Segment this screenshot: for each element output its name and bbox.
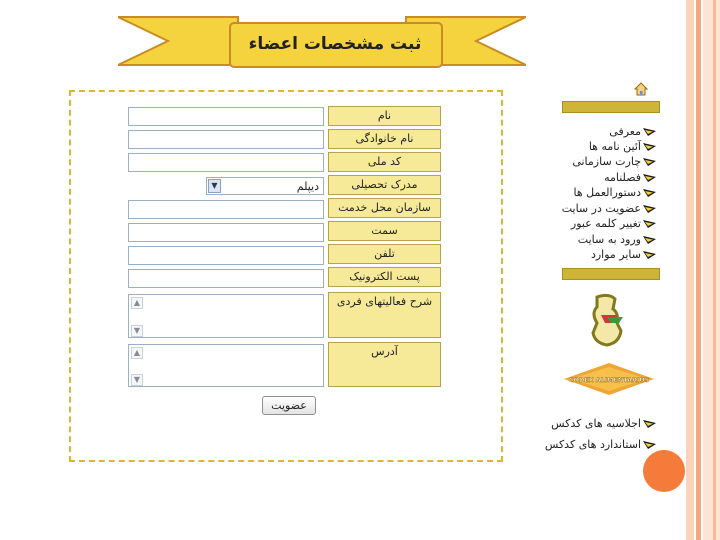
decorative-stripe <box>686 0 694 540</box>
phone-input[interactable] <box>128 246 324 265</box>
label-organization: سازمان محل خدمت <box>328 198 441 218</box>
link-label: اجلاسیه های کدکس <box>551 417 641 430</box>
link-codex-standards[interactable] <box>545 438 656 451</box>
home-icon[interactable] <box>634 82 648 96</box>
arrow-icon <box>643 236 656 244</box>
sidebar-item-about[interactable] <box>609 125 656 138</box>
sidebar-item-label: معرفی <box>609 125 641 138</box>
link-label: استاندارد های کدکس <box>544 438 641 451</box>
scroll-down-icon[interactable]: ▼ <box>131 374 143 386</box>
first-name-input[interactable] <box>128 107 324 126</box>
sidebar-divider <box>562 101 660 113</box>
decorative-circle <box>643 450 685 492</box>
arrow-icon <box>643 420 656 428</box>
activities-textarea[interactable] <box>128 294 324 338</box>
address-textarea[interactable] <box>128 344 324 387</box>
national-code-input[interactable] <box>128 153 324 172</box>
sidebar-item-guidelines[interactable] <box>574 186 656 199</box>
arrow-icon <box>643 205 656 213</box>
codex-logo[interactable] <box>563 362 655 396</box>
sidebar-item-change-password[interactable] <box>571 217 656 230</box>
decorative-stripe <box>713 0 716 540</box>
label-first-name: نام <box>328 106 441 126</box>
label-address: آدرس <box>328 342 441 387</box>
education-select-value: دیپلم <box>296 180 319 193</box>
arrow-icon <box>643 189 656 197</box>
last-name-input[interactable] <box>128 130 324 149</box>
sidebar-item-label: فصلنامه <box>604 171 641 184</box>
decorative-stripe <box>703 0 720 540</box>
education-select[interactable] <box>206 177 324 195</box>
scroll-up-icon[interactable]: ▲ <box>131 347 143 359</box>
submit-membership-button[interactable]: عضویت <box>262 396 316 415</box>
scroll-down-icon[interactable]: ▼ <box>131 325 143 337</box>
link-codex-meetings[interactable] <box>551 417 656 430</box>
sidebar-item-membership[interactable] <box>562 202 656 215</box>
label-email: پست الکترونیک <box>328 267 441 287</box>
arrow-icon <box>643 128 656 136</box>
sidebar-item-other[interactable] <box>591 248 656 261</box>
email-input[interactable] <box>128 269 324 288</box>
label-phone: تلفن <box>328 244 441 264</box>
codex-logo-text: CODEX ALIMENTARIUS <box>568 376 650 384</box>
sidebar-item-label: عضویت در سایت <box>561 202 641 215</box>
sidebar-item-quarterly[interactable] <box>604 171 656 184</box>
label-national-code: کد ملی <box>328 152 441 172</box>
decorative-stripe <box>696 0 701 540</box>
organization-emblem-icon <box>589 293 629 347</box>
position-input[interactable] <box>128 223 324 242</box>
sidebar-item-label: ورود به سایت <box>577 233 641 246</box>
sidebar-item-label: دستورالعمل ها <box>573 186 641 199</box>
sidebar-item-login[interactable] <box>578 233 656 246</box>
label-education: مدرک تحصیلی <box>328 175 441 195</box>
label-position: سمت <box>328 221 441 241</box>
organization-input[interactable] <box>128 200 324 219</box>
arrow-icon <box>643 441 656 449</box>
sidebar-item-org-chart[interactable] <box>572 155 656 168</box>
arrow-icon <box>643 174 656 182</box>
arrow-icon <box>643 143 656 151</box>
sidebar-item-label: آئین نامه ها <box>588 140 641 153</box>
sidebar-divider <box>562 268 660 280</box>
page-title: ثبت مشخصات اعضاء <box>248 34 422 54</box>
sidebar-item-label: چارت سازمانی <box>572 155 641 168</box>
label-last-name: نام خانوادگی <box>328 129 441 149</box>
sidebar-item-label: تغییر کلمه عبور <box>570 217 641 230</box>
arrow-icon <box>643 158 656 166</box>
arrow-icon <box>643 251 656 259</box>
label-activities: شرح فعالیتهای فردی <box>328 292 441 338</box>
chevron-down-icon: ▼ <box>208 179 221 193</box>
sidebar-item-label: سایر موارد <box>590 248 641 261</box>
arrow-icon <box>643 220 656 228</box>
scroll-up-icon[interactable]: ▲ <box>131 297 143 309</box>
sidebar-item-bylaws[interactable] <box>589 140 656 153</box>
